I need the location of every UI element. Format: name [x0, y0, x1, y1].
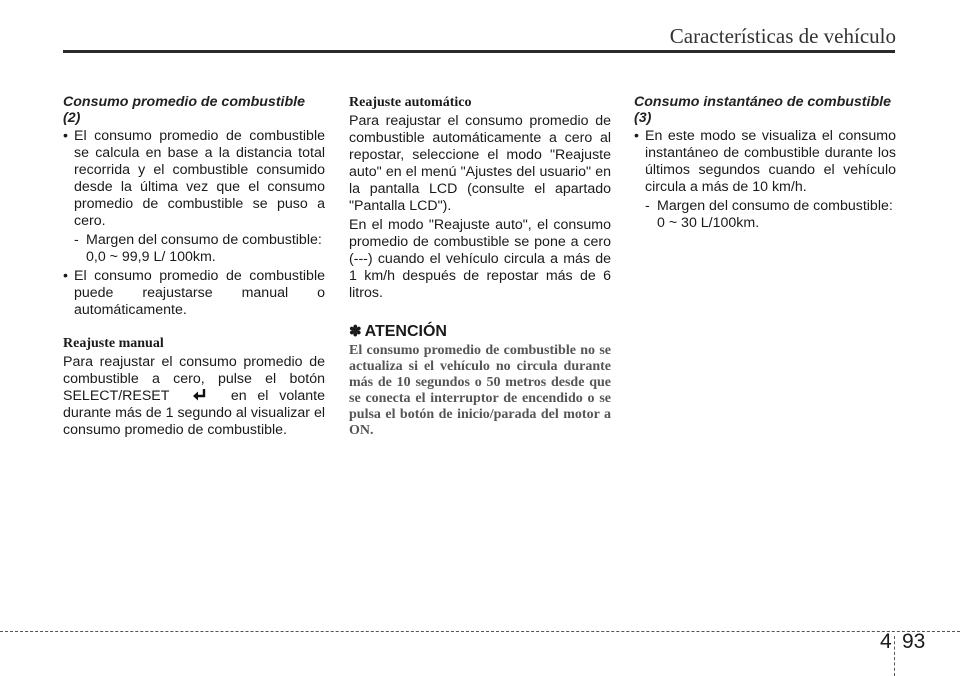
instant-fuel-heading: Consumo instantáneo de combustible (3) [634, 94, 891, 126]
dash-text: Margen del consumo de combustible: 0 ~ 30 L/100km. [657, 198, 893, 231]
bullet-item [634, 128, 896, 196]
auto-reset-paragraph-2: En el modo "Reajuste auto", el consumo promedio de combustible se pone a cero (---) cuando el vehículo circula a más de 1 km/h después de repostar más de 6 litros. [349, 217, 611, 301]
header-rule [63, 50, 895, 53]
manual-reset-heading: Reajuste manual [63, 336, 164, 351]
enter-return-icon [180, 388, 220, 404]
footer-rule [0, 631, 960, 632]
bullet-text: El consumo promedio de combustible puede reajustarse manual o automáticamente. [74, 268, 325, 318]
dash-item [63, 232, 325, 266]
header-title: Características de vehículo [669, 24, 896, 48]
bullet-text: En este modo se visualiza el consumo instantáneo de combustible durante los últimos segundos cuando el vehículo circula a más de 10 km/h. [645, 128, 896, 195]
bullet-icon: • [634, 128, 639, 144]
dash-icon: - [74, 232, 79, 248]
bullet-item [63, 268, 325, 319]
column-2 [349, 94, 611, 439]
bullet-icon: • [63, 268, 68, 284]
auto-reset-paragraph-1: Para reajustar el consumo promedio de combustible automáticamente a cero al repostar, seleccione el modo "Reajuste auto" en el menú "Ajustes del usuario" en la pantalla LCD (consulte el apartado "Pantalla LCD"). [349, 113, 611, 214]
auto-reset-heading: Reajuste automático [349, 95, 472, 110]
dash-text: Margen del consumo de combustible: 0,0 ~ 99,9 L/ 100km. [86, 232, 322, 265]
average-fuel-heading: Consumo promedio de combustible (2) [63, 94, 305, 126]
column-3 [634, 94, 896, 234]
attention-text: El consumo promedio de combustible no se actualiza si el vehículo no circula durante más de 10 segundos o 50 metros desde que se conecta el interruptor de encendido o se pulsa el botón de inicio/parada del motor a ON. [349, 343, 611, 438]
page-separator [894, 636, 895, 676]
bullet-icon: • [63, 128, 68, 144]
bullet-item [63, 128, 325, 230]
page-number: 93 [902, 630, 926, 653]
bullet-text: El consumo promedio de combustible se calcula en base a la distancia total recorrida y el combustible consumido desde la última vez que el consumo promedio de combustible se puso a cero. [74, 128, 325, 229]
attention-star-icon: ✽ [349, 323, 362, 340]
chapter-number: 4 [880, 630, 892, 653]
dash-icon: - [645, 198, 650, 214]
column-1 [63, 94, 325, 441]
dash-item [634, 198, 896, 232]
attention-title [349, 322, 611, 341]
manual-reset-text [63, 354, 325, 439]
attention-title-text: ATENCIÓN [364, 323, 447, 340]
manual-reset-text-a: Para reajustar el consumo promedio de combustible a cero, pulse el botón SELECT/RESET [63, 354, 325, 404]
manual-reset-text-b: en el volante durante más de 1 segundo al visualizar el consumo promedio de combustible. [63, 388, 325, 438]
